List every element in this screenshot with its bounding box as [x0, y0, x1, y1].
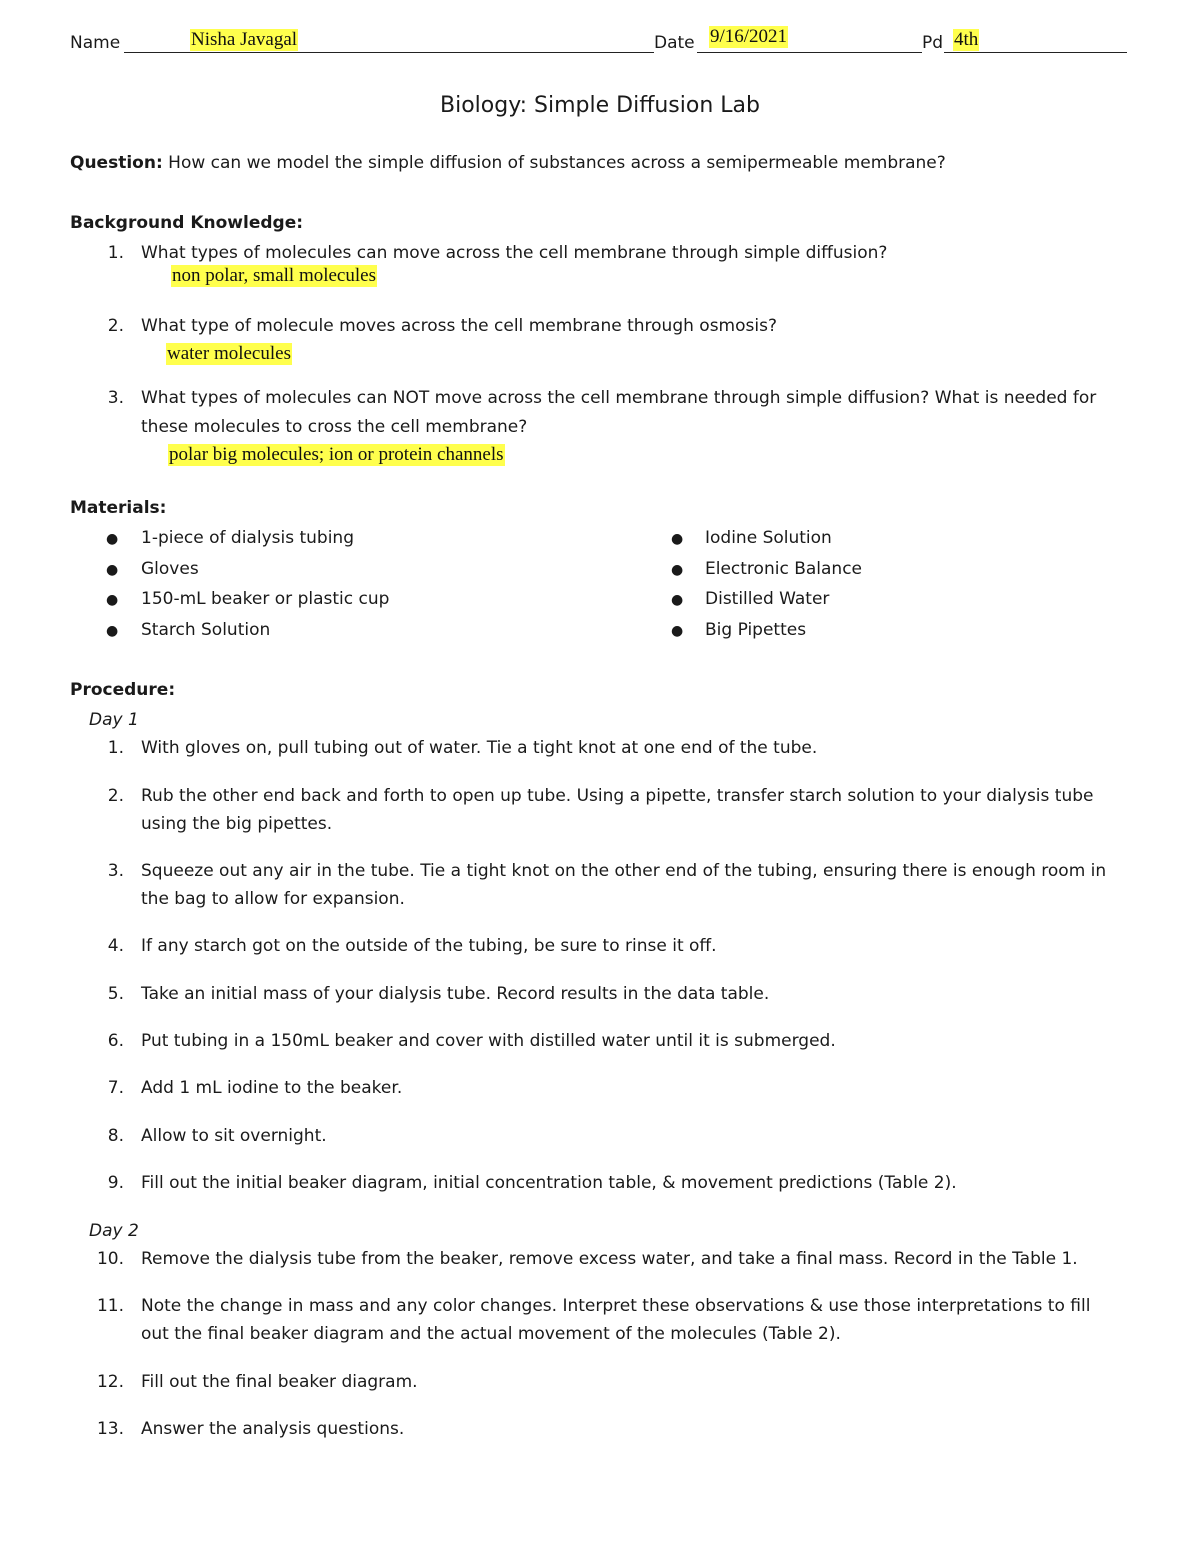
page-title: Biology: Simple Diffusion Lab	[440, 93, 760, 118]
day-1-label: Day 1	[89, 710, 139, 730]
question-line: What type of molecule moves across the cell membrane through osmosis?	[141, 316, 777, 336]
step-line: Allow to sit overnight.	[141, 1126, 327, 1146]
step-line: Fill out the initial beaker diagram, initial concentration table, & movement predictions (Table 2).	[141, 1173, 957, 1193]
date-label: Date	[654, 33, 695, 53]
step-line: using the big pipettes.	[141, 814, 333, 834]
material-item: Distilled Water	[705, 589, 830, 609]
material-item: Electronic Balance	[705, 559, 863, 579]
bullet-icon: ●	[671, 623, 684, 639]
step-line: Squeeze out any air in the tube. Tie a tight knot on the other end of the tubing, ensuring there is enough room in	[141, 861, 1107, 881]
date-value[interactable]: 9/16/2021	[710, 26, 788, 47]
day-2-label: Day 2	[89, 1221, 139, 1241]
item-number: 2.	[107, 316, 124, 336]
question-line: What types of molecules can NOT move across the cell membrane through simple diffusion? What is needed for	[141, 388, 1097, 408]
step-line: Rub the other end back and forth to open up tube. Using a pipette, transfer starch solution to your dialysis tube	[141, 786, 1094, 806]
question-line: What types of molecules can move across the cell membrane through simple diffusion?	[141, 243, 888, 263]
bullet-icon: ●	[106, 562, 119, 578]
step-line: With gloves on, pull tubing out of water. Tie a tight knot at one end of the tube.	[141, 738, 818, 758]
material-item: Iodine Solution	[705, 528, 832, 548]
material-item: Big Pipettes	[705, 620, 807, 640]
pd-label: Pd	[922, 33, 944, 53]
step-number: 11.	[96, 1296, 124, 1316]
step-number: 7.	[107, 1078, 124, 1098]
procedure-heading: Procedure:	[70, 680, 176, 700]
material-item: Gloves	[141, 559, 199, 579]
materials-heading: Materials:	[70, 498, 167, 518]
question-text: How can we model the simple diffusion of substances across a semipermeable membrane?	[168, 153, 946, 173]
bullet-icon: ●	[671, 531, 684, 547]
item-number: 1.	[107, 243, 124, 263]
step-number: 1.	[107, 738, 124, 758]
step-number: 4.	[107, 936, 124, 956]
question-label: Question:	[70, 153, 163, 173]
step-line: Fill out the final beaker diagram.	[141, 1372, 418, 1392]
answer-text[interactable]: water molecules	[167, 343, 291, 364]
bullet-icon: ●	[106, 592, 119, 608]
step-number: 13.	[96, 1419, 124, 1439]
bullet-icon: ●	[671, 562, 684, 578]
date-line	[697, 52, 922, 53]
step-number: 5.	[107, 984, 124, 1004]
answer-text[interactable]: non polar, small molecules	[172, 265, 376, 286]
pd-line	[944, 52, 1127, 53]
step-line: out the final beaker diagram and the actual movement of the molecules (Table 2).	[141, 1324, 841, 1344]
item-number: 3.	[107, 388, 124, 408]
step-line: Answer the analysis questions.	[141, 1419, 405, 1439]
step-line: Note the change in mass and any color changes. Interpret these observations & use those interpretations to fill	[141, 1296, 1091, 1316]
material-item: 150-mL beaker or plastic cup	[141, 589, 390, 609]
name-line	[124, 52, 654, 53]
step-line: Put tubing in a 150mL beaker and cover with distilled water until it is submerged.	[141, 1031, 836, 1051]
step-number: 12.	[96, 1372, 124, 1392]
step-line: Remove the dialysis tube from the beaker, remove excess water, and take a final mass. Record in the Table 1.	[141, 1249, 1078, 1269]
step-number: 2.	[107, 786, 124, 806]
material-item: 1-piece of dialysis tubing	[141, 528, 354, 548]
step-number: 9.	[107, 1173, 124, 1193]
pd-value[interactable]: 4th	[954, 29, 979, 50]
bullet-icon: ●	[106, 623, 119, 639]
question	[70, 153, 946, 173]
answer-text[interactable]: polar big molecules; ion or protein channels	[169, 444, 504, 465]
bullet-icon: ●	[106, 531, 119, 547]
step-number: 10.	[96, 1249, 124, 1269]
name-label: Name	[70, 33, 121, 53]
step-line: If any starch got on the outside of the tubing, be sure to rinse it off.	[141, 936, 717, 956]
step-number: 8.	[107, 1126, 124, 1146]
step-line: Take an initial mass of your dialysis tube. Record results in the data table.	[141, 984, 770, 1004]
background-heading: Background Knowledge:	[70, 213, 304, 233]
material-item: Starch Solution	[141, 620, 271, 640]
step-line: Add 1 mL iodine to the beaker.	[141, 1078, 403, 1098]
question-line: these molecules to cross the cell membrane?	[141, 417, 528, 437]
step-line: the bag to allow for expansion.	[141, 889, 405, 909]
bullet-icon: ●	[671, 592, 684, 608]
name-value[interactable]: Nisha Javagal	[191, 29, 298, 50]
step-number: 3.	[107, 861, 124, 881]
step-number: 6.	[107, 1031, 124, 1051]
